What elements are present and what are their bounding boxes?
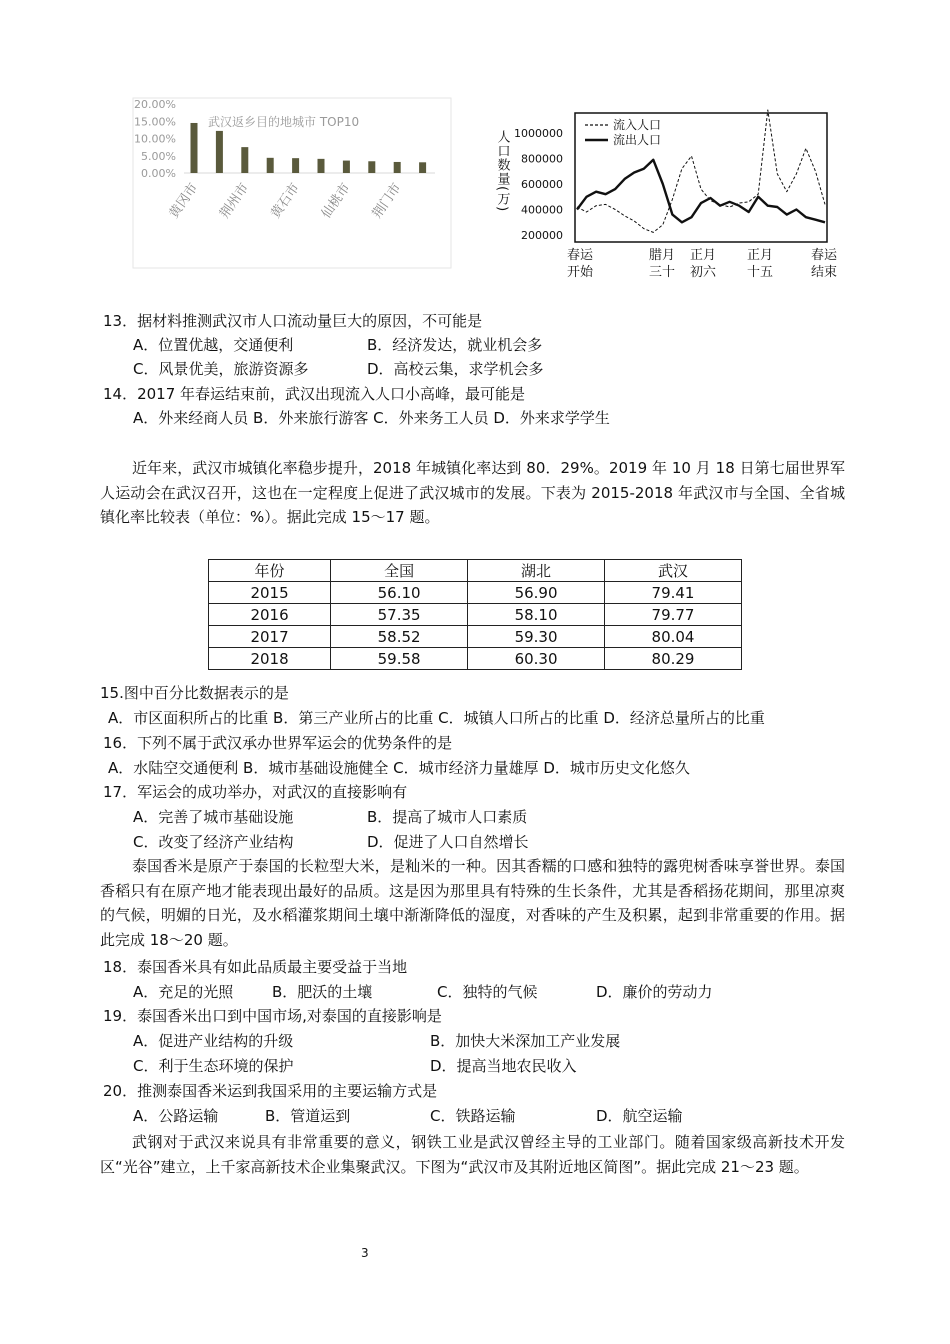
bar xyxy=(216,131,223,173)
bar xyxy=(191,123,198,173)
line-chart-legend xyxy=(585,117,661,147)
bar-x-label: 黄冈市 xyxy=(166,180,202,222)
bar-x-label: 荆门市 xyxy=(369,180,405,222)
q18-option-d: D．廉价的劳动力 xyxy=(596,983,713,1001)
bar xyxy=(368,161,375,173)
bar-y-tick: 10.00% xyxy=(134,132,176,146)
bar-y-tick: 15.00% xyxy=(134,115,176,129)
outflow-line xyxy=(577,160,825,223)
q20-option-b: B．管道运到 xyxy=(265,1107,351,1125)
bar xyxy=(318,159,325,173)
q14-options: A．外来经商人员 B．外来旅行游客 C．外来务工人员 D．外来求学学生 xyxy=(133,409,610,427)
q20-stem: 20．推测泰国香米运到我国采用的主要运输方式是 xyxy=(103,1082,438,1100)
bar-x-label: 荆州市 xyxy=(217,180,253,222)
q13-option-c: C．风景优美，旅游资源多 xyxy=(133,360,309,378)
q15-options: A．市区面积所占的比重 B．第三产业所占的比重 C．城镇人口所占的比重 D．经济总量所占的比重 xyxy=(108,709,765,727)
bar xyxy=(292,158,299,173)
bar-y-tick: 20.00% xyxy=(134,98,176,111)
table-row: 2016 57.35 58.10 79.77 xyxy=(209,604,742,626)
line-chart xyxy=(480,100,850,285)
urbanization-table xyxy=(208,559,742,670)
q14-stem: 14．2017 年春运结束前，武汉出现流入人口小高峰，最可能是 xyxy=(103,385,526,403)
line-x-tick: 十五 xyxy=(746,265,774,280)
table-header: 湖北 xyxy=(468,560,605,582)
bar-x-label: 仙桃市 xyxy=(319,180,354,222)
q16-options: A．水陆空交通便利 B．城市基础设施健全 C．城市经济力量雄厚 D．城市历史文化悠久 xyxy=(108,759,690,777)
table-header: 全国 xyxy=(331,560,468,582)
q18-option-c: C．独特的气候 xyxy=(437,983,538,1001)
line-y-tick: 200000 xyxy=(521,229,563,242)
bar xyxy=(267,158,274,173)
bar xyxy=(241,147,248,173)
table-header: 年份 xyxy=(209,560,331,582)
bar-y-tick: 5.00% xyxy=(141,149,176,163)
q17-option-d: D．促进了人口自然增长 xyxy=(367,833,529,851)
line-x-tick: 春运 xyxy=(810,248,838,263)
line-x-tick: 正月 xyxy=(689,248,717,263)
line-chart-ylabel: 人口数量(万) xyxy=(494,130,510,213)
bar-chart-title: 武汉返乡目的地城市 TOP10 xyxy=(208,115,360,129)
line-x-tick: 开始 xyxy=(566,265,594,280)
q20-option-c: C．铁路运输 xyxy=(430,1107,516,1125)
q13-option-b: B．经济发达，就业机会多 xyxy=(367,336,543,354)
line-x-tick: 腊月 xyxy=(648,248,676,263)
page-number: 3 xyxy=(361,1246,369,1260)
legend-outflow: 流出人口 xyxy=(613,133,662,147)
q18-stem: 18．泰国香米具有如此品质最主要受益于当地 xyxy=(103,958,408,976)
q17-option-a: A．完善了城市基础设施 xyxy=(133,808,294,826)
line-y-tick: 600000 xyxy=(521,178,563,191)
table-row: 2018 59.58 60.30 80.29 xyxy=(209,648,742,670)
q17-option-b: B．提高了城市人口素质 xyxy=(367,808,528,826)
bar xyxy=(419,162,426,173)
table-row: 2015 56.10 56.90 79.41 xyxy=(209,582,742,604)
q17-option-c: C．改变了经济产业结构 xyxy=(133,833,294,851)
q19-stem: 19．泰国香米出口到中国市场,对泰国的直接影响是 xyxy=(103,1007,442,1025)
q13-option-d: D．高校云集，求学机会多 xyxy=(367,360,544,378)
bar xyxy=(343,161,350,173)
q13-stem: 13．据材料推测武汉市人口流动量巨大的原因，不可能是 xyxy=(103,312,483,330)
bar-chart xyxy=(130,95,455,271)
line-x-tick: 初六 xyxy=(689,265,717,280)
q18-option-b: B．肥沃的土壤 xyxy=(272,983,373,1001)
line-x-tick: 春运 xyxy=(566,248,594,263)
passage-urbanization: 近年来，武汉市城镇化率稳步提升，2018 年城镇化率达到 80．29%。2019 年 10 月 18 日第七届世界军人运动会在武汉召开，这也在一定程度上促进了武汉城市的发展。下表为 2015-2018 年武汉市与全国、全省城镇化率比较表（单位：%）。据此完成 15～17 题。 xyxy=(100,459,845,526)
q13-option-a: A．位置优越，交通便利 xyxy=(133,336,294,354)
bar-y-tick: 0.00% xyxy=(141,167,176,180)
passage-wisco: 武钢对于武汉来说具有非常重要的意义，钢铁工业是武汉曾经主导的工业部门。随着国家级高新技术开发区“光谷”建立，上千家高新技术企业集聚武汉。下图为“武汉市及其附近地区简图”。据此完成 21～23 题。 xyxy=(100,1133,845,1176)
q20-option-a: A．公路运输 xyxy=(133,1107,219,1125)
legend-inflow: 流入人口 xyxy=(613,118,662,132)
line-y-tick: 400000 xyxy=(521,203,563,217)
table-header: 武汉 xyxy=(605,560,742,582)
q18-option-a: A．充足的光照 xyxy=(133,983,234,1001)
table-header-row xyxy=(209,560,742,582)
line-y-tick: 1000000 xyxy=(514,127,563,140)
line-x-tick: 正月 xyxy=(746,248,774,263)
line-x-tick: 结束 xyxy=(810,265,838,280)
q20-option-d: D．航空运输 xyxy=(596,1107,683,1125)
q15-stem: 15.图中百分比数据表示的是 xyxy=(100,684,289,702)
passage-thai-rice: 泰国香米是原产于泰国的长粒型大米，是籼米的一种。因其香糯的口感和独特的露兜树香味享誉世界。泰国香稻只有在原产地才能表现出最好的品质。这是因为那里具有特殊的生长条件，尤其是香稻扬花期间，那里凉爽的气候，明媚的日光，及水稻灌浆期间土壤中渐渐降低的湿度，对香味的产生及积累，起到非常重要的作用。据此完成 18～20 题。 xyxy=(100,857,845,949)
line-x-tick: 三十 xyxy=(648,265,676,280)
q17-stem: 17．军运会的成功举办，对武汉的直接影响有 xyxy=(103,783,408,801)
line-y-tick: 800000 xyxy=(521,152,563,166)
q19-option-c: C．利于生态环境的保护 xyxy=(133,1057,294,1075)
table-row: 2017 58.52 59.30 80.04 xyxy=(209,626,742,648)
bar-x-label: 黄石市 xyxy=(268,180,303,222)
q19-option-b: B．加快大米深加工产业发展 xyxy=(430,1032,621,1050)
bar xyxy=(394,162,401,173)
q16-stem: 16．下列不属于武汉承办世界军运会的优势条件的是 xyxy=(103,734,453,752)
q19-option-a: A．促进产业结构的升级 xyxy=(133,1032,294,1050)
q19-option-d: D．提高当地农民收入 xyxy=(430,1057,577,1075)
